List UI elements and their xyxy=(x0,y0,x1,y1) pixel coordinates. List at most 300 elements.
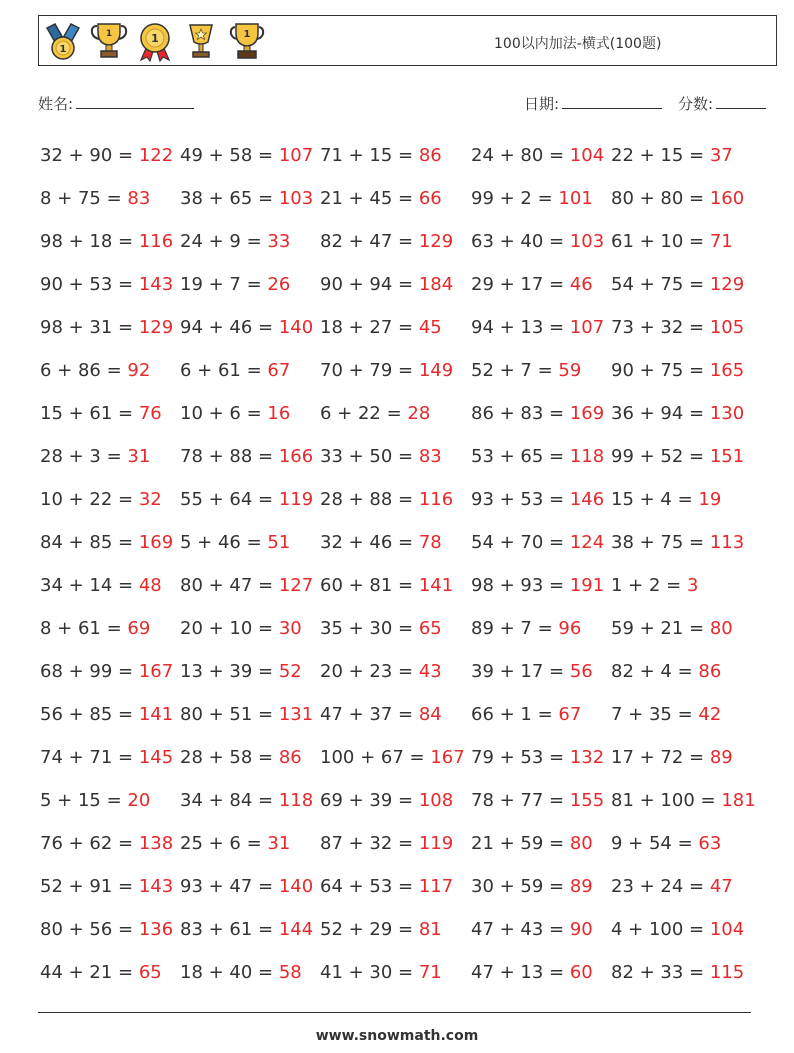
problem-answer: 71 xyxy=(709,231,733,252)
problem-question: 99 + 2 = xyxy=(471,188,559,209)
problem-answer: 113 xyxy=(709,532,745,553)
problem-item xyxy=(471,908,611,951)
problem-question: 74 + 71 = xyxy=(40,747,139,768)
problem-answer: 143 xyxy=(138,274,174,295)
name-field xyxy=(38,93,194,114)
problem-item xyxy=(471,607,611,650)
problem-question: 89 + 7 = xyxy=(471,618,559,639)
problem-question: 82 + 33 = xyxy=(611,962,710,983)
problem-item xyxy=(320,865,471,908)
problem-item xyxy=(180,650,320,693)
problem-question: 44 + 21 = xyxy=(40,962,139,983)
problem-item xyxy=(471,822,611,865)
problem-question: 13 + 39 = xyxy=(180,661,279,682)
problem-question: 47 + 13 = xyxy=(471,962,570,983)
problem-item xyxy=(611,306,751,349)
problem-question: 87 + 32 = xyxy=(320,833,419,854)
problem-answer: 107 xyxy=(569,317,605,338)
problem-answer: 92 xyxy=(127,360,151,381)
problem-answer: 69 xyxy=(127,618,151,639)
problem-question: 25 + 6 = xyxy=(180,833,268,854)
svg-text:1: 1 xyxy=(59,44,67,55)
problem-question: 15 + 4 = xyxy=(611,489,699,510)
problem-item xyxy=(320,435,471,478)
problem-item xyxy=(320,650,471,693)
problem-answer: 28 xyxy=(407,403,431,424)
problem-item xyxy=(180,908,320,951)
problem-answer: 78 xyxy=(418,532,442,553)
problem-question: 39 + 17 = xyxy=(471,661,570,682)
problem-answer: 86 xyxy=(418,145,442,166)
score-blank xyxy=(716,95,766,109)
problem-answer: 30 xyxy=(278,618,302,639)
problem-item xyxy=(40,865,180,908)
problem-question: 90 + 53 = xyxy=(40,274,139,295)
problem-answer: 103 xyxy=(569,231,605,252)
star-cup-icon xyxy=(181,20,221,62)
problem-answer: 105 xyxy=(709,317,745,338)
problem-item xyxy=(611,349,751,392)
problem-answer: 167 xyxy=(138,661,174,682)
problem-question: 36 + 94 = xyxy=(611,403,710,424)
problem-answer: 130 xyxy=(709,403,745,424)
problem-answer: 103 xyxy=(278,188,314,209)
trophy-cup-icon xyxy=(89,20,129,62)
problem-question: 15 + 61 = xyxy=(40,403,139,424)
problem-item xyxy=(320,306,471,349)
problem-question: 1 + 2 = xyxy=(611,575,687,596)
problem-answer: 184 xyxy=(418,274,454,295)
problem-answer: 31 xyxy=(267,833,291,854)
problem-answer: 101 xyxy=(558,188,593,209)
problem-answer: 47 xyxy=(709,876,733,897)
problem-question: 6 + 22 = xyxy=(320,403,408,424)
problem-item xyxy=(180,349,320,392)
name-blank xyxy=(76,95,194,109)
problem-answer: 108 xyxy=(418,790,454,811)
problem-question: 90 + 75 = xyxy=(611,360,710,381)
problem-question: 38 + 65 = xyxy=(180,188,279,209)
problem-answer: 56 xyxy=(569,661,593,682)
problem-question: 52 + 29 = xyxy=(320,919,419,940)
date-label: 日期: xyxy=(524,95,560,113)
problem-item xyxy=(320,134,471,177)
problem-question: 19 + 7 = xyxy=(180,274,268,295)
problem-item xyxy=(320,564,471,607)
name-label: 姓名: xyxy=(38,95,74,113)
problem-item xyxy=(40,564,180,607)
problem-item xyxy=(320,951,471,994)
problem-item xyxy=(471,779,611,822)
problem-question: 41 + 30 = xyxy=(320,962,419,983)
problem-question: 70 + 79 = xyxy=(320,360,419,381)
problem-question: 20 + 10 = xyxy=(180,618,279,639)
problem-question: 8 + 61 = xyxy=(40,618,128,639)
problem-item xyxy=(180,951,320,994)
problem-item xyxy=(40,435,180,478)
problem-item xyxy=(471,564,611,607)
problem-question: 28 + 88 = xyxy=(320,489,419,510)
problem-answer: 169 xyxy=(138,532,174,553)
problem-item xyxy=(40,908,180,951)
problem-item xyxy=(611,564,751,607)
problem-question: 29 + 17 = xyxy=(471,274,570,295)
problem-item xyxy=(40,263,180,306)
problem-question: 79 + 53 = xyxy=(471,747,570,768)
problem-question: 80 + 47 = xyxy=(180,575,279,596)
problem-item xyxy=(180,822,320,865)
problem-item xyxy=(320,693,471,736)
trophy-row xyxy=(43,20,267,62)
problem-answer: 181 xyxy=(721,790,756,811)
problem-question: 22 + 15 = xyxy=(611,145,710,166)
problem-question: 10 + 6 = xyxy=(180,403,268,424)
problem-item xyxy=(40,220,180,263)
problem-answer: 37 xyxy=(709,145,733,166)
problem-answer: 59 xyxy=(558,360,582,381)
problem-answer: 3 xyxy=(686,575,699,596)
problem-question: 28 + 3 = xyxy=(40,446,128,467)
problem-question: 6 + 86 = xyxy=(40,360,128,381)
problem-question: 4 + 100 = xyxy=(611,919,710,940)
problem-question: 5 + 46 = xyxy=(180,532,268,553)
problem-answer: 83 xyxy=(418,446,442,467)
footer-divider xyxy=(38,1012,751,1013)
footer-site: www.snowmath.com xyxy=(315,1028,479,1044)
problem-question: 32 + 90 = xyxy=(40,145,139,166)
problem-item xyxy=(40,478,180,521)
problem-question: 54 + 75 = xyxy=(611,274,710,295)
problem-answer: 67 xyxy=(558,704,582,725)
problem-item xyxy=(611,908,751,951)
problem-question: 82 + 47 = xyxy=(320,231,419,252)
problem-item xyxy=(180,263,320,306)
problem-answer: 104 xyxy=(709,919,745,940)
problem-answer: 119 xyxy=(278,489,314,510)
problem-item xyxy=(471,134,611,177)
problem-answer: 80 xyxy=(709,618,733,639)
problem-item xyxy=(320,607,471,650)
problem-question: 9 + 54 = xyxy=(611,833,699,854)
problem-item xyxy=(471,349,611,392)
problem-item xyxy=(611,263,751,306)
score-field xyxy=(678,93,766,114)
problem-question: 84 + 85 = xyxy=(40,532,139,553)
problem-question: 99 + 52 = xyxy=(611,446,710,467)
problem-answer: 132 xyxy=(569,747,605,768)
problem-question: 98 + 18 = xyxy=(40,231,139,252)
problem-answer: 81 xyxy=(418,919,442,940)
problem-answer: 80 xyxy=(569,833,593,854)
problem-question: 78 + 88 = xyxy=(180,446,279,467)
problem-answer: 51 xyxy=(267,532,291,553)
problem-question: 64 + 53 = xyxy=(320,876,419,897)
problem-item xyxy=(180,693,320,736)
problem-item xyxy=(471,521,611,564)
problem-item xyxy=(320,736,471,779)
problem-answer: 107 xyxy=(278,145,314,166)
problem-question: 69 + 39 = xyxy=(320,790,419,811)
problem-item xyxy=(320,478,471,521)
problem-item xyxy=(40,822,180,865)
problem-item xyxy=(180,607,320,650)
problem-question: 56 + 85 = xyxy=(40,704,139,725)
problem-question: 83 + 61 = xyxy=(180,919,279,940)
problem-item xyxy=(180,478,320,521)
date-blank xyxy=(562,95,662,109)
score-label: 分数: xyxy=(678,95,714,113)
problem-question: 47 + 37 = xyxy=(320,704,419,725)
problem-question: 94 + 13 = xyxy=(471,317,570,338)
problem-item xyxy=(180,521,320,564)
problem-answer: 160 xyxy=(709,188,745,209)
problem-item xyxy=(180,865,320,908)
problem-question: 78 + 77 = xyxy=(471,790,570,811)
problem-question: 61 + 10 = xyxy=(611,231,710,252)
problem-item xyxy=(471,650,611,693)
problem-answer: 129 xyxy=(418,231,454,252)
problem-question: 5 + 15 = xyxy=(40,790,128,811)
problem-answer: 71 xyxy=(418,962,442,983)
problem-question: 80 + 56 = xyxy=(40,919,139,940)
problem-answer: 165 xyxy=(709,360,745,381)
problem-question: 52 + 91 = xyxy=(40,876,139,897)
problem-answer: 119 xyxy=(418,833,454,854)
problem-question: 98 + 93 = xyxy=(471,575,570,596)
problem-item xyxy=(320,349,471,392)
problem-item xyxy=(471,693,611,736)
problem-answer: 42 xyxy=(698,704,722,725)
problem-answer: 141 xyxy=(138,704,174,725)
problem-item xyxy=(320,392,471,435)
problem-answer: 115 xyxy=(709,962,745,983)
problem-question: 8 + 75 = xyxy=(40,188,128,209)
problem-answer: 58 xyxy=(278,962,302,983)
problem-item xyxy=(611,134,751,177)
problem-item xyxy=(471,392,611,435)
problem-answer: 46 xyxy=(569,274,593,295)
problem-question: 98 + 31 = xyxy=(40,317,139,338)
problem-answer: 141 xyxy=(418,575,454,596)
problem-answer: 63 xyxy=(698,833,722,854)
problem-item xyxy=(611,951,751,994)
header-box xyxy=(38,15,777,66)
problem-item xyxy=(320,521,471,564)
problem-answer: 89 xyxy=(709,747,733,768)
problem-item xyxy=(611,435,751,478)
problem-answer: 90 xyxy=(569,919,593,940)
problem-question: 34 + 84 = xyxy=(180,790,279,811)
problem-item xyxy=(471,736,611,779)
problem-item xyxy=(471,263,611,306)
problem-item xyxy=(40,349,180,392)
problem-item xyxy=(40,607,180,650)
problem-item xyxy=(611,822,751,865)
problem-item xyxy=(611,607,751,650)
problem-question: 20 + 23 = xyxy=(320,661,419,682)
problem-item xyxy=(320,822,471,865)
problem-question: 76 + 62 = xyxy=(40,833,139,854)
problem-answer: 65 xyxy=(418,618,442,639)
problem-item xyxy=(180,177,320,220)
problem-item xyxy=(40,693,180,736)
problem-question: 73 + 32 = xyxy=(611,317,710,338)
rosette-icon xyxy=(135,20,175,62)
problem-answer: 43 xyxy=(418,661,442,682)
problem-item xyxy=(320,908,471,951)
problem-answer: 96 xyxy=(558,618,582,639)
problem-question: 81 + 100 = xyxy=(611,790,722,811)
problem-question: 18 + 27 = xyxy=(320,317,419,338)
problem-answer: 117 xyxy=(418,876,454,897)
problem-answer: 45 xyxy=(418,317,442,338)
problem-answer: 127 xyxy=(278,575,314,596)
problem-answer: 66 xyxy=(418,188,442,209)
problem-item xyxy=(180,779,320,822)
problem-item xyxy=(611,736,751,779)
problem-answer: 169 xyxy=(569,403,605,424)
problem-question: 53 + 65 = xyxy=(471,446,570,467)
problem-answer: 116 xyxy=(138,231,174,252)
problem-question: 7 + 35 = xyxy=(611,704,699,725)
problem-item xyxy=(40,521,180,564)
problem-question: 17 + 72 = xyxy=(611,747,710,768)
problem-question: 80 + 80 = xyxy=(611,188,710,209)
problem-answer: 140 xyxy=(278,876,314,897)
problem-question: 71 + 15 = xyxy=(320,145,419,166)
problem-item xyxy=(40,951,180,994)
problem-question: 60 + 81 = xyxy=(320,575,419,596)
svg-text:1: 1 xyxy=(105,29,113,39)
problem-question: 54 + 70 = xyxy=(471,532,570,553)
problem-answer: 122 xyxy=(138,145,174,166)
problem-item xyxy=(611,693,751,736)
problem-item xyxy=(611,220,751,263)
problem-item xyxy=(320,177,471,220)
problem-question: 55 + 64 = xyxy=(180,489,279,510)
problem-item xyxy=(471,435,611,478)
problem-answer: 52 xyxy=(278,661,302,682)
problem-answer: 67 xyxy=(267,360,291,381)
problem-answer: 86 xyxy=(698,661,722,682)
problem-item xyxy=(611,478,751,521)
svg-text:1: 1 xyxy=(151,32,159,45)
problem-item xyxy=(40,392,180,435)
problem-item xyxy=(611,392,751,435)
problem-answer: 136 xyxy=(138,919,174,940)
problem-answer: 151 xyxy=(709,446,745,467)
problem-answer: 118 xyxy=(569,446,605,467)
problem-answer: 83 xyxy=(127,188,151,209)
problem-answer: 167 xyxy=(430,747,465,768)
problem-answer: 149 xyxy=(418,360,454,381)
problem-item xyxy=(320,220,471,263)
problem-answer: 26 xyxy=(267,274,291,295)
svg-text:1: 1 xyxy=(243,29,251,40)
problem-answer: 146 xyxy=(569,489,605,510)
problem-question: 33 + 50 = xyxy=(320,446,419,467)
problem-answer: 191 xyxy=(569,575,605,596)
problem-question: 59 + 21 = xyxy=(611,618,710,639)
problem-item xyxy=(471,177,611,220)
problem-question: 24 + 9 = xyxy=(180,231,268,252)
problem-answer: 104 xyxy=(569,145,605,166)
problem-item xyxy=(180,220,320,263)
problem-question: 49 + 58 = xyxy=(180,145,279,166)
problem-item xyxy=(180,435,320,478)
problem-question: 24 + 80 = xyxy=(471,145,570,166)
problem-item xyxy=(611,177,751,220)
worksheet-title: 100以内加法-横式(100题) xyxy=(494,36,662,52)
problem-item xyxy=(320,263,471,306)
problem-item xyxy=(320,779,471,822)
problem-item xyxy=(180,564,320,607)
problem-answer: 65 xyxy=(138,962,162,983)
problem-answer: 116 xyxy=(418,489,454,510)
problem-answer: 60 xyxy=(569,962,593,983)
problem-item xyxy=(471,951,611,994)
problem-question: 100 + 67 = xyxy=(320,747,431,768)
problem-item xyxy=(611,650,751,693)
problem-answer: 155 xyxy=(569,790,605,811)
problem-answer: 129 xyxy=(138,317,174,338)
problem-question: 38 + 75 = xyxy=(611,532,710,553)
problem-question: 32 + 46 = xyxy=(320,532,419,553)
problem-item xyxy=(471,478,611,521)
problem-question: 10 + 22 = xyxy=(40,489,139,510)
problem-item xyxy=(40,736,180,779)
problem-question: 80 + 51 = xyxy=(180,704,279,725)
problem-question: 21 + 45 = xyxy=(320,188,419,209)
problem-question: 86 + 83 = xyxy=(471,403,570,424)
problem-question: 47 + 43 = xyxy=(471,919,570,940)
problem-answer: 48 xyxy=(138,575,162,596)
problem-item xyxy=(40,134,180,177)
problem-answer: 129 xyxy=(709,274,745,295)
problem-answer: 140 xyxy=(278,317,314,338)
problem-answer: 16 xyxy=(267,403,291,424)
problem-answer: 143 xyxy=(138,876,174,897)
problem-answer: 124 xyxy=(569,532,605,553)
problem-answer: 86 xyxy=(278,747,302,768)
problem-answer: 20 xyxy=(127,790,151,811)
problem-question: 93 + 47 = xyxy=(180,876,279,897)
problem-answer: 131 xyxy=(278,704,314,725)
problem-question: 82 + 4 = xyxy=(611,661,699,682)
problem-item xyxy=(180,134,320,177)
problem-answer: 76 xyxy=(138,403,162,424)
problem-answer: 166 xyxy=(278,446,314,467)
problem-question: 93 + 53 = xyxy=(471,489,570,510)
problem-question: 23 + 24 = xyxy=(611,876,710,897)
trophy-gold-icon xyxy=(227,20,267,62)
problem-question: 28 + 58 = xyxy=(180,747,279,768)
problem-answer: 145 xyxy=(138,747,174,768)
problem-item xyxy=(40,177,180,220)
medal-ribbon-icon xyxy=(43,20,83,62)
problem-question: 94 + 46 = xyxy=(180,317,279,338)
problem-answer: 84 xyxy=(418,704,442,725)
problem-answer: 19 xyxy=(698,489,722,510)
problem-question: 35 + 30 = xyxy=(320,618,419,639)
problem-item xyxy=(40,779,180,822)
problem-item xyxy=(611,865,751,908)
problem-answer: 31 xyxy=(127,446,151,467)
problem-question: 52 + 7 = xyxy=(471,360,559,381)
problem-question: 21 + 59 = xyxy=(471,833,570,854)
problem-item xyxy=(180,306,320,349)
problem-answer: 118 xyxy=(278,790,314,811)
